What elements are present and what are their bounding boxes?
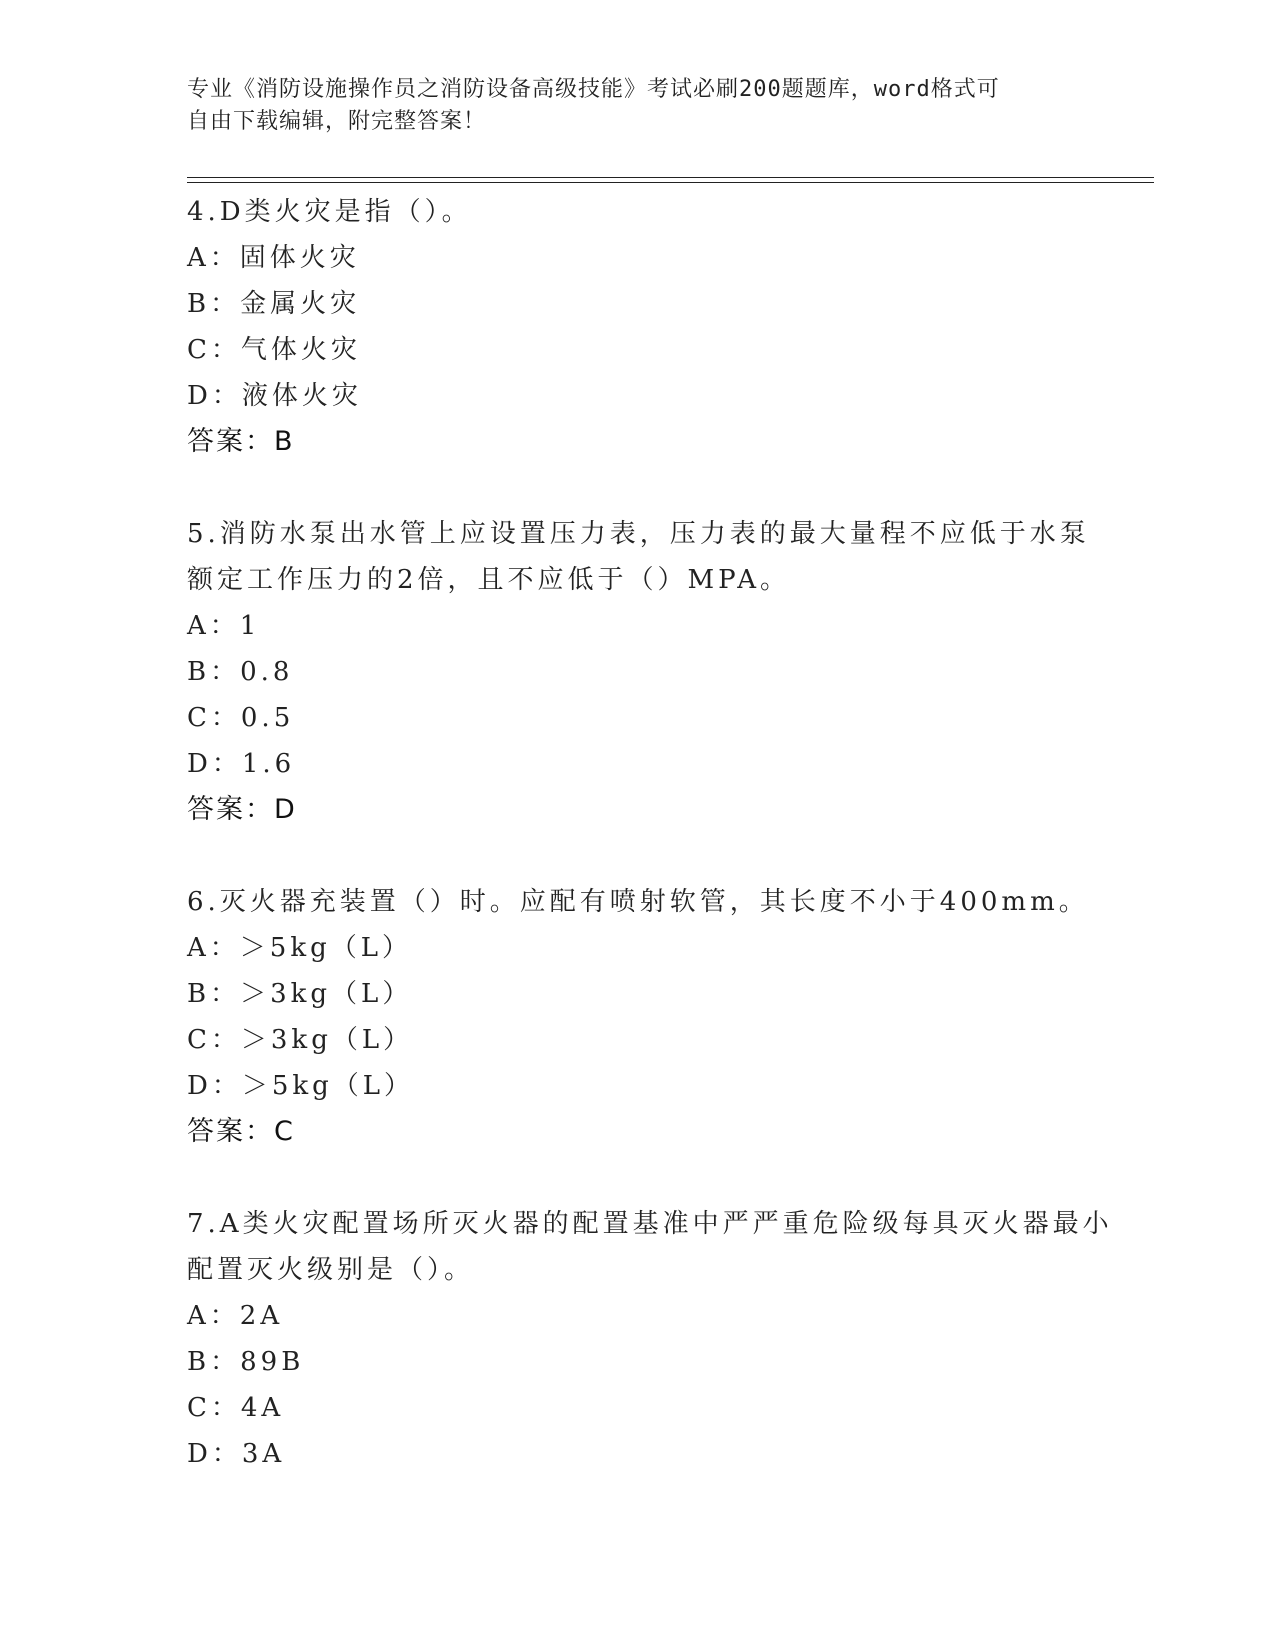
question-7 xyxy=(187,1201,1113,1477)
question-stem-line: 5.消防水泵出水管上应设置压力表，压力表的最大量程不应低于水泵 xyxy=(187,519,1090,549)
question-5 xyxy=(187,511,1090,833)
option-c: C：气体火灾 xyxy=(187,335,361,365)
option-d: D：＞5kg（L） xyxy=(187,1071,415,1101)
header-divider-top xyxy=(187,177,1154,178)
question-6 xyxy=(187,879,1087,1155)
question-4 xyxy=(187,189,1087,465)
question-stem-line: 额定工作压力的2倍，且不应低于（）MPA。 xyxy=(187,565,791,595)
question-stem-line: 4.D类火灾是指（）。 xyxy=(187,197,472,227)
option-a: A：2A xyxy=(187,1301,284,1331)
question-stem-line: 6.灭火器充装置（）时。应配有喷射软管，其长度不小于400mm。 xyxy=(187,887,1089,917)
spacer xyxy=(187,1155,1087,1201)
answer-text: 答案：C xyxy=(187,1116,295,1147)
option-b: B：金属火灾 xyxy=(187,289,361,319)
option-c: C：0.5 xyxy=(187,703,295,733)
option-a: A：1 xyxy=(187,611,261,641)
question-stem xyxy=(187,511,1090,603)
option-b: B：89B xyxy=(187,1347,305,1377)
answer-text: 答案：D xyxy=(187,794,297,825)
spacer xyxy=(187,833,1087,879)
question-stem xyxy=(187,1201,1113,1293)
option-a: A：固体火灾 xyxy=(187,243,360,273)
option-c: C：＞3kg（L） xyxy=(187,1025,414,1055)
option-c: C：4A xyxy=(187,1393,285,1423)
option-d: D：液体火灾 xyxy=(187,381,362,411)
spacer xyxy=(187,465,1087,511)
header-line-2: 自由下载编辑，附完整答案！ xyxy=(187,109,487,134)
question-stem xyxy=(187,189,1087,235)
question-stem-line: 7.A类火灾配置场所灭火器的配置基准中严严重危险级每具灭火器最小 xyxy=(187,1209,1113,1239)
option-d: D：3A xyxy=(187,1439,286,1469)
question-stem xyxy=(187,879,1087,925)
header-divider-bottom xyxy=(187,182,1154,183)
option-b: B：0.8 xyxy=(187,657,294,687)
option-a: A：＞5kg（L） xyxy=(187,933,412,963)
option-d: D：1.6 xyxy=(187,749,296,779)
answer-text: 答案：B xyxy=(187,426,295,457)
option-b: B：＞3kg（L） xyxy=(187,979,413,1009)
question-list xyxy=(187,189,1113,1477)
question-stem-line: 配置灭火级别是（）。 xyxy=(187,1255,475,1285)
header-line-1: 专业《消防设施操作员之消防设备高级技能》考试必刷200题题库，word格式可 xyxy=(187,77,1000,102)
document-header xyxy=(187,74,1067,138)
